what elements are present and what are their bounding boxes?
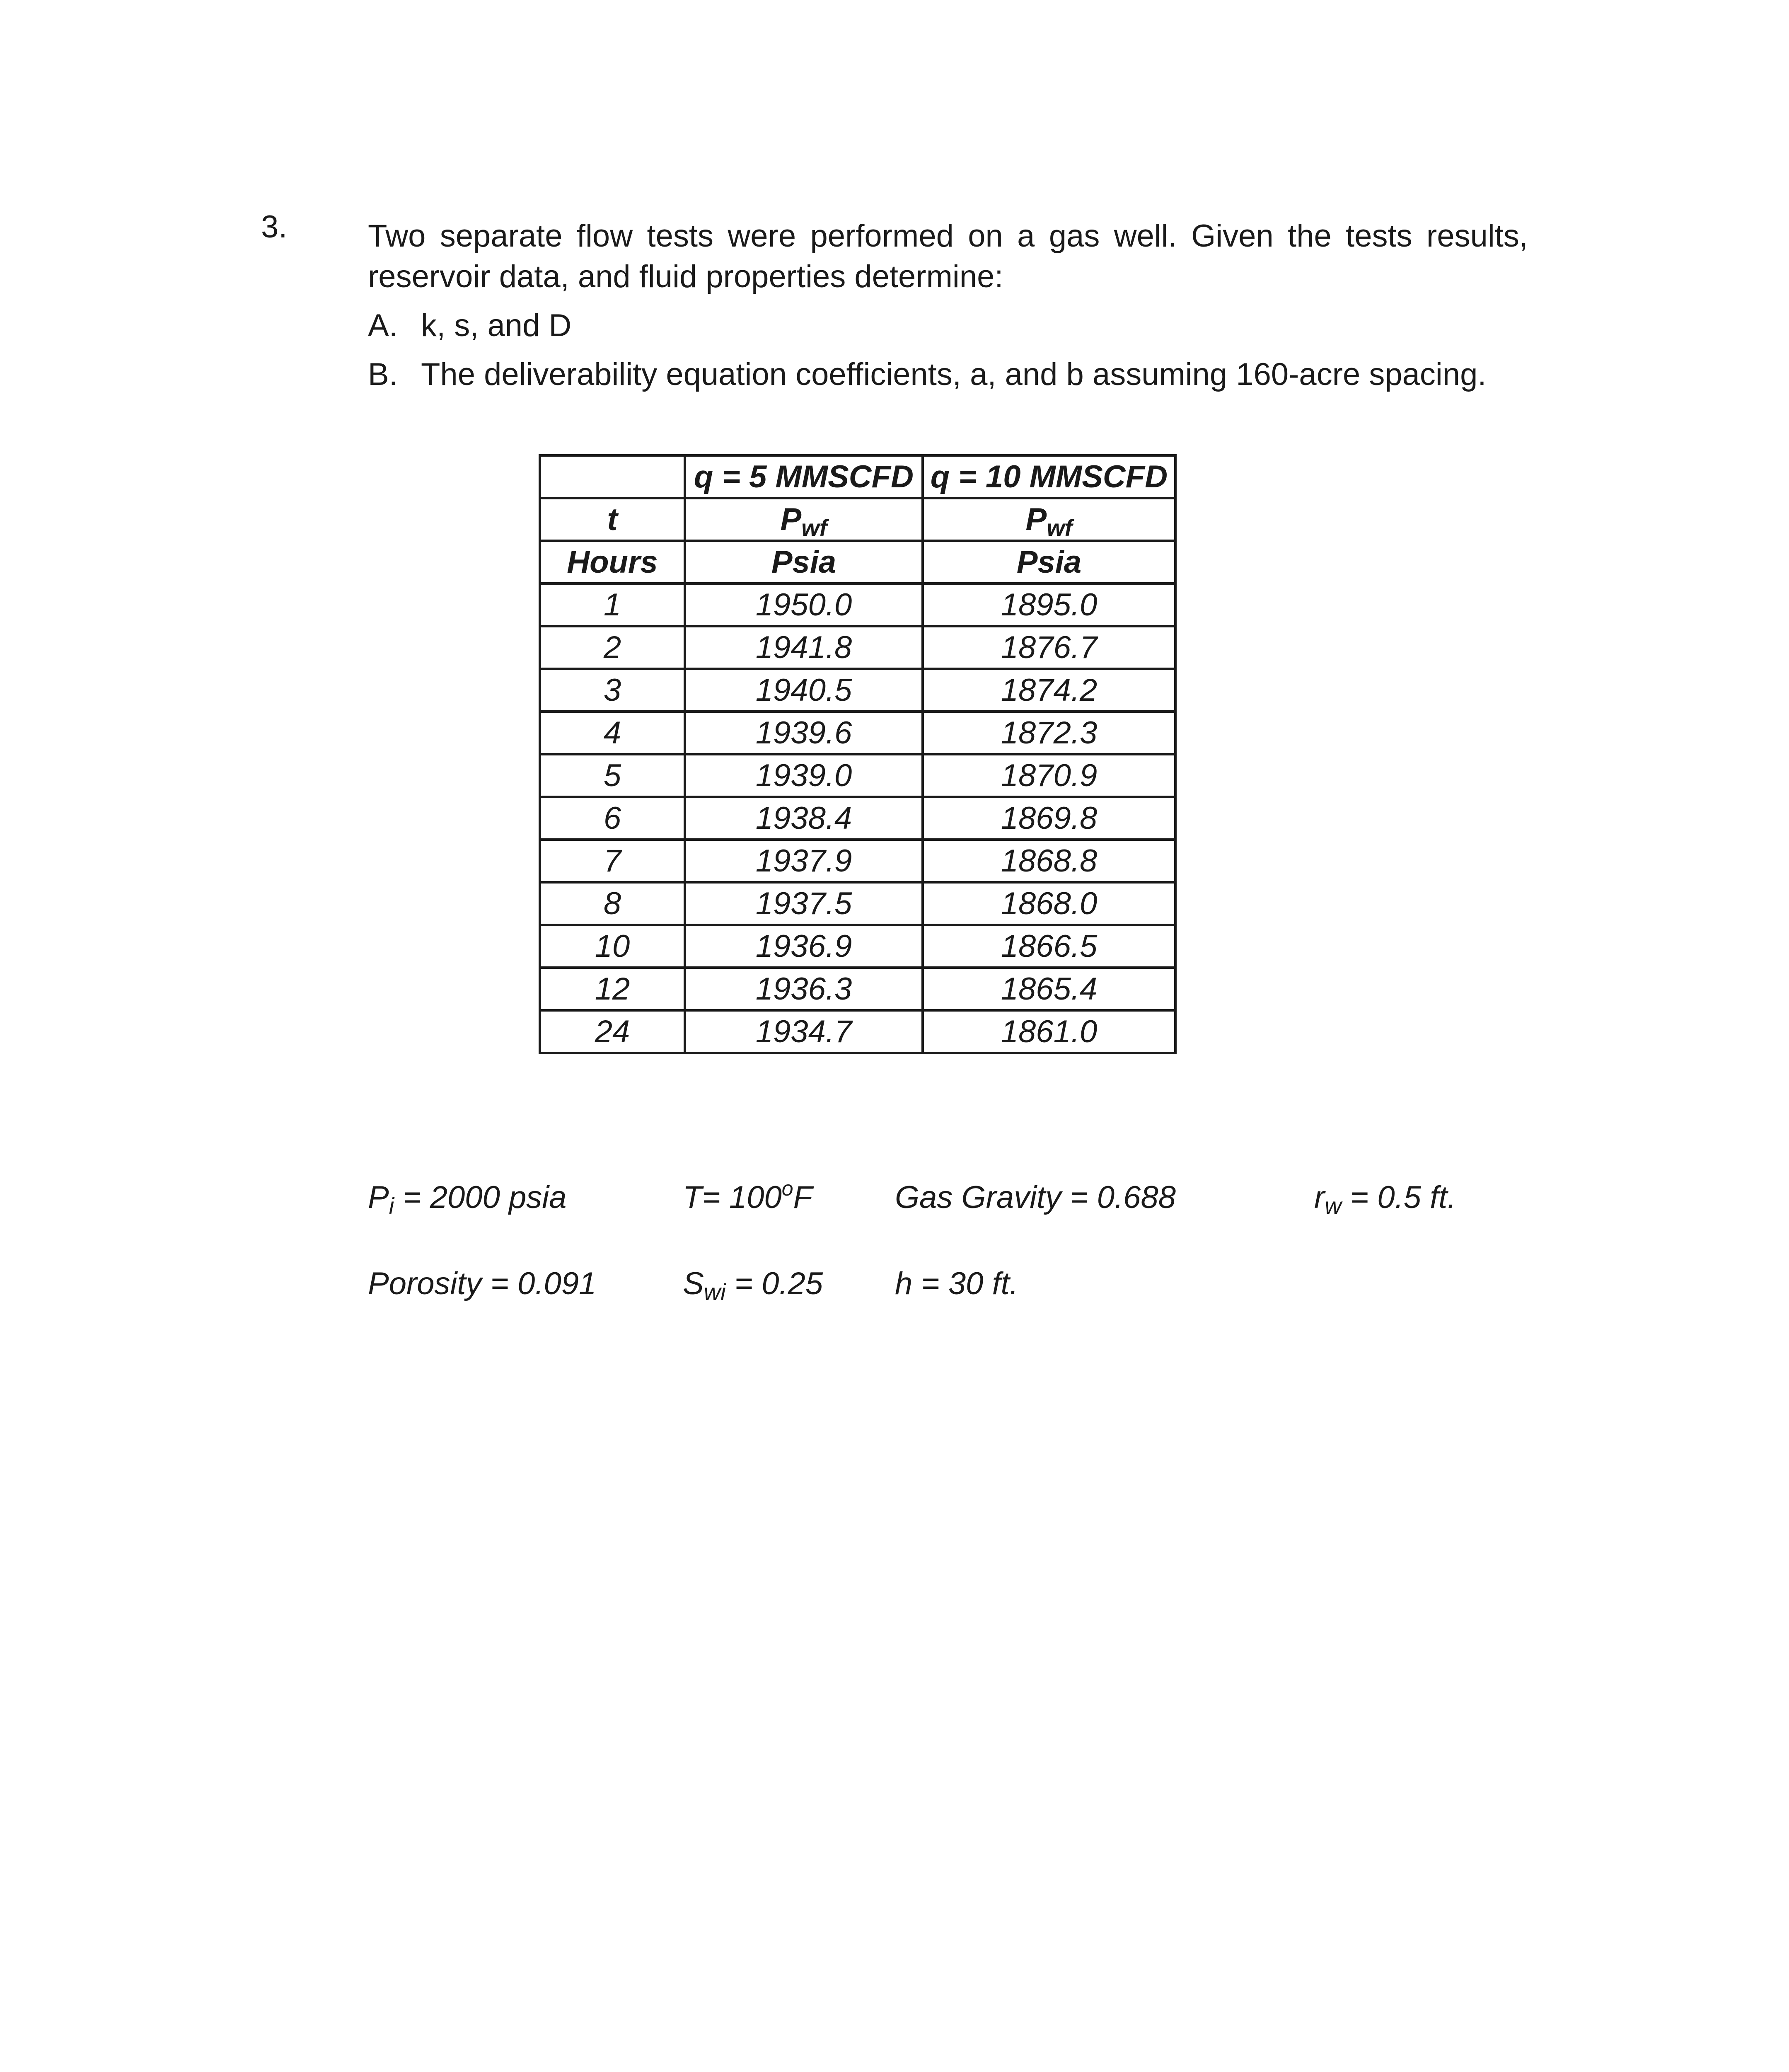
cell-hours: 24: [540, 1010, 685, 1053]
table-row: [540, 968, 1175, 1010]
problem-number: 3.: [261, 209, 288, 244]
table-row: [540, 797, 1175, 840]
param-well-radius: [1314, 1180, 1456, 1219]
table-row: [540, 840, 1175, 882]
header-pwf-a-sub: wf: [801, 515, 827, 541]
param-thickness: h = 30 ft.: [895, 1266, 1018, 1301]
task-item-a-text: k, s, and D: [421, 308, 572, 343]
table-row: [540, 583, 1175, 626]
header-t-label: t: [540, 498, 685, 541]
header-rate-10: q = 10 MMSCFD: [923, 455, 1175, 498]
header-pwf-a-base: P: [780, 502, 802, 537]
param-temp-lead: T= 100: [683, 1180, 782, 1215]
cell-pwf-5mmscfd: 1936.3: [685, 968, 923, 1010]
table-row: [540, 626, 1175, 669]
header-hours: Hours: [540, 541, 685, 583]
cell-pwf-5mmscfd: 1939.0: [685, 754, 923, 797]
cell-pwf-5mmscfd: 1938.4: [685, 797, 923, 840]
table-row: [540, 925, 1175, 968]
cell-pwf-5mmscfd: 1941.8: [685, 626, 923, 669]
header-pwf-b: [923, 498, 1175, 541]
cell-pwf-10mmscfd: 1865.4: [923, 968, 1175, 1010]
table-header-row-pwf: [540, 498, 1175, 541]
param-swi-value: = 0.25: [725, 1266, 823, 1301]
header-pwf-b-base: P: [1025, 502, 1047, 537]
param-rw-value: = 0.5 ft.: [1341, 1180, 1456, 1215]
table-row: [540, 754, 1175, 797]
cell-pwf-10mmscfd: 1868.8: [923, 840, 1175, 882]
table-row: [540, 669, 1175, 712]
param-gas-gravity: Gas Gravity = 0.688: [895, 1180, 1176, 1215]
cell-pwf-10mmscfd: 1861.0: [923, 1010, 1175, 1053]
cell-hours: 8: [540, 882, 685, 925]
param-porosity: Porosity = 0.091: [368, 1266, 597, 1301]
task-item-a-marker: A.: [368, 308, 398, 343]
cell-hours: 1: [540, 583, 685, 626]
task-item-a: [368, 310, 571, 341]
task-item-b: [368, 359, 1486, 390]
cell-pwf-5mmscfd: 1950.0: [685, 583, 923, 626]
param-pi-base: P: [368, 1180, 389, 1215]
table-row: [540, 712, 1175, 754]
cell-pwf-5mmscfd: 1934.7: [685, 1010, 923, 1053]
param-temp-unit: F: [793, 1180, 812, 1215]
cell-hours: 10: [540, 925, 685, 968]
table-row: [540, 1010, 1175, 1053]
header-unit-b: Psia: [923, 541, 1175, 583]
header-pwf-b-sub: wf: [1047, 515, 1073, 541]
param-pi-value: = 2000 psia: [394, 1180, 567, 1215]
header-unit-a: Psia: [685, 541, 923, 583]
cell-pwf-5mmscfd: 1937.9: [685, 840, 923, 882]
cell-hours: 12: [540, 968, 685, 1010]
param-temp-degree: o: [781, 1177, 793, 1200]
cell-pwf-10mmscfd: 1872.3: [923, 712, 1175, 754]
cell-hours: 3: [540, 669, 685, 712]
cell-pwf-10mmscfd: 1895.0: [923, 583, 1175, 626]
cell-pwf-10mmscfd: 1874.2: [923, 669, 1175, 712]
table-header-row-units: [540, 541, 1175, 583]
cell-hours: 7: [540, 840, 685, 882]
cell-pwf-10mmscfd: 1870.9: [923, 754, 1175, 797]
param-swi-sub: wi: [704, 1279, 726, 1305]
cell-hours: 5: [540, 754, 685, 797]
cell-hours: 6: [540, 797, 685, 840]
param-water-saturation: [683, 1266, 823, 1305]
cell-hours: 4: [540, 712, 685, 754]
param-temperature: [683, 1177, 812, 1215]
cell-pwf-5mmscfd: 1937.5: [685, 882, 923, 925]
cell-pwf-10mmscfd: 1876.7: [923, 626, 1175, 669]
cell-pwf-5mmscfd: 1939.6: [685, 712, 923, 754]
cell-pwf-10mmscfd: 1869.8: [923, 797, 1175, 840]
header-rate-5: q = 5 MMSCFD: [685, 455, 923, 498]
param-rw-base: r: [1314, 1180, 1325, 1215]
problem-statement-line-1: Two separate flow tests were performed on a gas well. Given the tests results,: [368, 218, 1528, 254]
cell-hours: 2: [540, 626, 685, 669]
flow-test-table: [539, 454, 1177, 1054]
header-t-blank: [540, 455, 685, 498]
problem-statement-line-2: reservoir data, and fluid properties determine:: [368, 259, 1003, 294]
table-row: [540, 882, 1175, 925]
task-item-b-marker: B.: [368, 357, 398, 392]
cell-pwf-5mmscfd: 1936.9: [685, 925, 923, 968]
table-header-row-rate: [540, 455, 1175, 498]
cell-pwf-10mmscfd: 1866.5: [923, 925, 1175, 968]
param-pi-sub: i: [389, 1193, 394, 1219]
param-rw-sub: w: [1325, 1193, 1342, 1219]
param-swi-base: S: [683, 1266, 704, 1301]
header-pwf-a: [685, 498, 923, 541]
cell-pwf-5mmscfd: 1940.5: [685, 669, 923, 712]
param-initial-pressure: [368, 1180, 567, 1219]
task-item-b-text: The deliverability equation coefficients, a, and b assuming 160-acre spacing.: [421, 357, 1487, 392]
cell-pwf-10mmscfd: 1868.0: [923, 882, 1175, 925]
